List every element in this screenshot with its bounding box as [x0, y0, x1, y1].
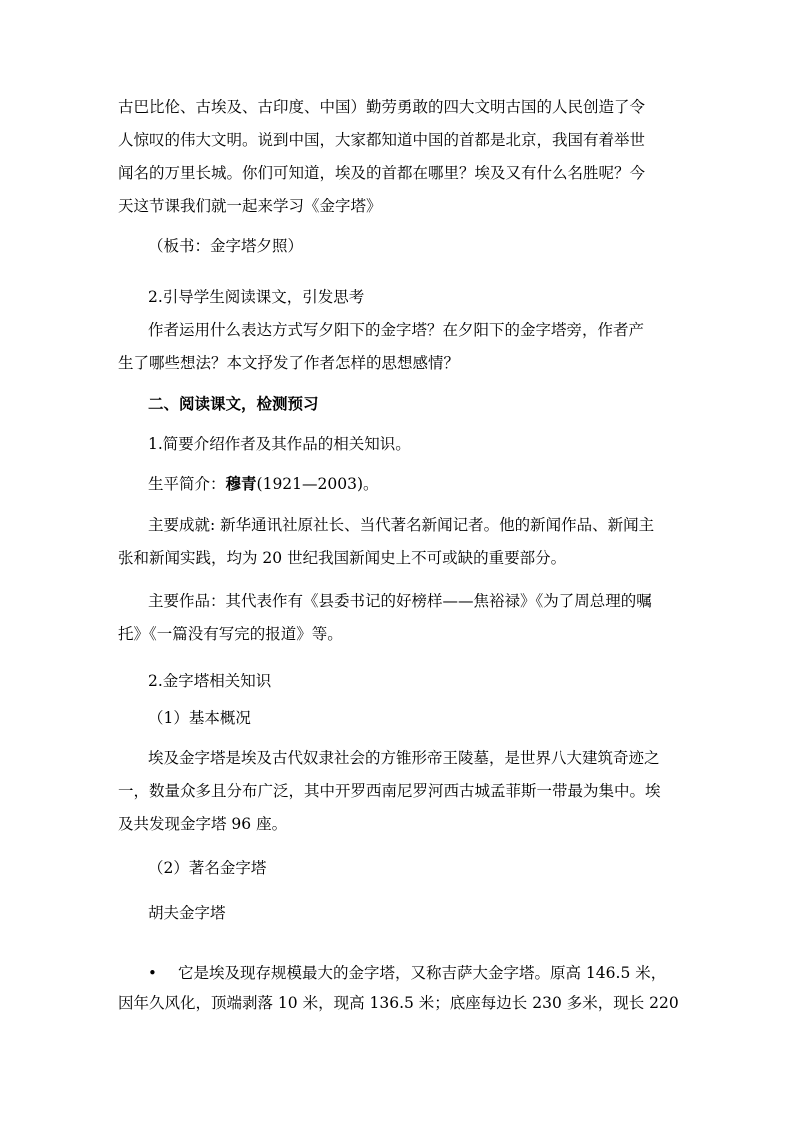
overview-line-1: 埃及金字塔是埃及古代奴隶社会的方锥形帝王陵墓，是世界八大建筑奇迹之 — [148, 749, 660, 767]
step2-line-1: 作者运用什么表达方式写夕阳下的金字塔？在夕阳下的金字塔旁，作者产 — [148, 321, 645, 339]
bio-years: (1921—2003)。 — [256, 475, 379, 493]
step2-line-2: 生了哪些想法？本文抒发了作者怎样的思想感情？ — [118, 354, 460, 372]
sub1-title: （1）基本概况 — [148, 709, 251, 727]
khufu-title: 胡夫金字塔 — [148, 904, 226, 922]
works-line-1: 主要作品：其代表作有《县委书记的好榜样——焦裕禄》《为了周总理的嘱 — [148, 592, 652, 610]
intro-line-2: 人惊叹的伟大文明。说到中国，大家都知道中国的首都是北京，我国有着举世 — [118, 131, 646, 149]
section2-heading: 二、阅读课文，检测预习 — [148, 394, 319, 413]
item1-title: 1.简要介绍作者及其作品的相关知识。 — [148, 435, 411, 453]
intro-line-3: 闻名的万里长城。你们可知道，埃及的首都在哪里？埃及又有什么名胜呢？今 — [118, 164, 646, 182]
overview-line-3: 及共发现金字塔 96 座。 — [118, 815, 288, 833]
bio-line — [148, 469, 708, 499]
achieve-line-2: 张和新闻实践，均为 20 世纪我国新闻史上不可或缺的重要部分。 — [118, 549, 567, 567]
achieve-line-1: 主要成就: 新华通讯社原社长、当代著名新闻记者。他的新闻作品、新闻主 — [148, 516, 655, 534]
intro-line-1: 古巴比伦、古埃及、古印度、中国）勤劳勇敢的四大文明古国的人民创造了令 — [118, 98, 646, 116]
item2-title: 2.金字塔相关知识 — [148, 672, 272, 690]
works-line-2: 托》《一篇没有写完的报道》等。 — [118, 625, 343, 643]
bullet-icon: • — [148, 964, 157, 982]
intro-line-4: 天这节课我们就一起来学习《金字塔》 — [118, 197, 382, 215]
khufu-line-1: 它是埃及现存规模最大的金字塔，又称吉萨大金字塔。原高 146.5 米， — [178, 964, 667, 982]
bio-label: 生平简介： — [148, 475, 226, 493]
khufu-line-2: 因年久风化，顶端剥落 10 米，现高 136.5 米；底座每边长 230 多米，现长 220 — [118, 994, 679, 1012]
overview-line-2: 一，数量众多且分布广泛，其中开罗西南尼罗河西古城孟菲斯一带最为集中。埃 — [118, 782, 661, 800]
sub2-title: （2）著名金字塔 — [148, 859, 267, 877]
step2-title: 2.引导学生阅读课文，引发思考 — [148, 288, 365, 306]
board-note: （板书：金字塔夕照） — [148, 237, 304, 255]
bio-name: 穆青 — [225, 474, 257, 493]
